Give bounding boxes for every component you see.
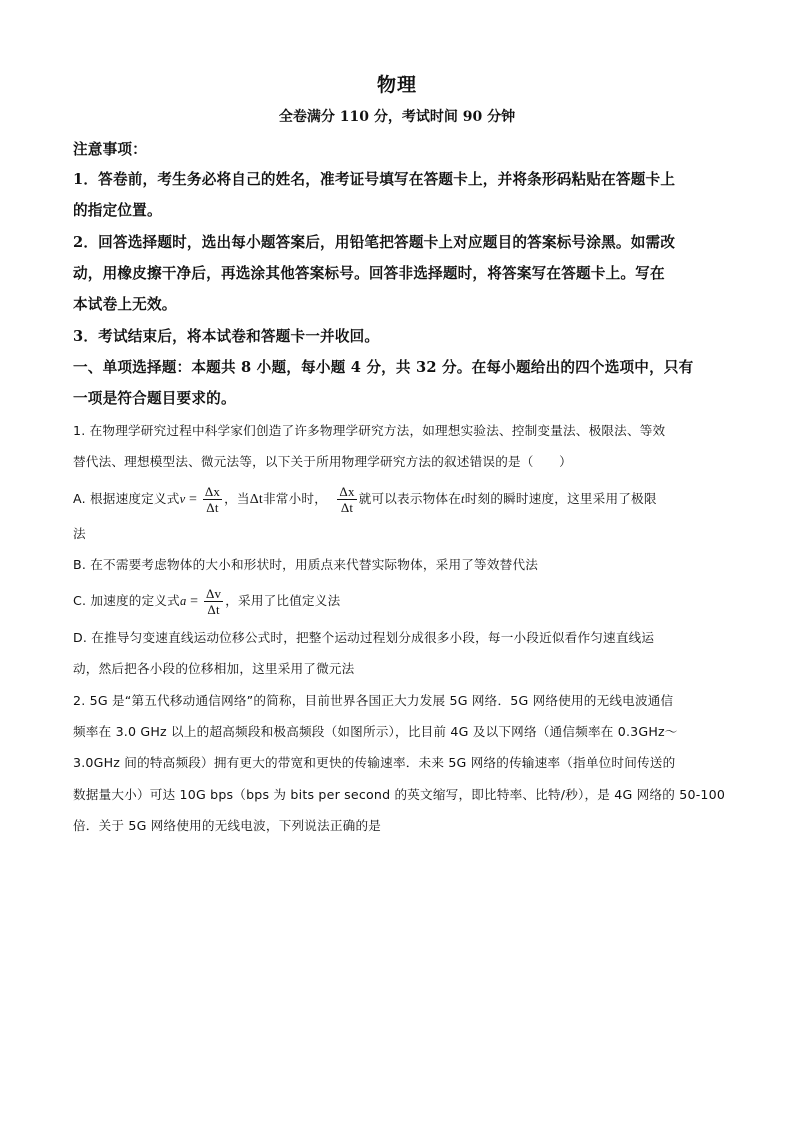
acceleration-symbol: a bbox=[179, 594, 187, 608]
question-2-line-3: 3.0GHz 间的特高频段）拥有更大的带宽和更快的传输速率．未来 5G 网络的传输速率（指单位时间传送的 bbox=[73, 755, 676, 770]
notice-item-1-line-2: 的指定位置。 bbox=[73, 202, 162, 219]
fraction-denominator: Δt bbox=[207, 602, 220, 617]
question-1-option-d-line-1: D. 在推导匀变速直线运动位移公式时，把整个运动过程划分成很多小段，每一小段近似看作匀速直线运 bbox=[73, 630, 655, 645]
option-a-text-1: A. 根据速度定义式 bbox=[73, 491, 180, 506]
question-2-line-4: 数据量大小）可达 10G bps（bps 为 bits per second 的英文缩写，即比特率、比特/秒），是 4G 网络的 50-100 bbox=[73, 787, 726, 802]
delta-t-symbol: Δt bbox=[249, 492, 264, 507]
question-1-option-a-line-2: 法 bbox=[73, 526, 86, 541]
question-1-option-c bbox=[73, 583, 340, 620]
equals-sign: = bbox=[185, 492, 201, 507]
notice-item-2-line-3: 本试卷上无效。 bbox=[73, 296, 177, 313]
fraction-denominator: Δt bbox=[340, 500, 354, 515]
notice-heading: 注意事项： bbox=[73, 141, 147, 158]
question-1-stem-line-1: 1. 在物理学研究过程中科学家们创造了许多物理学研究方法，如理想实验法、控制变量法、极限法、等效 bbox=[73, 423, 666, 438]
page-title: 物理 bbox=[376, 74, 417, 96]
question-2-line-1: 2. 5G 是“第五代移动通信网络”的简称，目前世界各国正大力发展 5G 网络．5G 网络使用的无线电波通信 bbox=[73, 693, 674, 708]
equals-sign: = bbox=[186, 594, 202, 609]
question-2-line-2: 频率在 3.0 GHz 以上的超高频段和极高频段（如图所示），比目前 4G 及以下网络（通信频率在 0.3GHz～ bbox=[73, 724, 678, 739]
question-1-option-d-line-2: 动，然后把各小段的位移相加，这里采用了微元法 bbox=[73, 661, 355, 676]
delta-v-over-delta-t-fraction bbox=[204, 586, 223, 617]
section-1-heading-line-1: 一、单项选择题：本题共 8 小题，每小题 4 分，共 32 分。在每小题给出的四个选项中，只有 bbox=[73, 359, 694, 376]
delta-x-over-delta-t-fraction-2 bbox=[337, 484, 356, 515]
fraction-numerator: Δx bbox=[204, 484, 221, 499]
option-a-text-3: 非常小时， bbox=[263, 491, 327, 506]
delta-x-over-delta-t-fraction bbox=[203, 484, 222, 515]
notice-item-3: 3．考试结束后，将本试卷和答题卡一并收回。 bbox=[73, 328, 380, 345]
question-1-option-b: B. 在不需要考虑物体的大小和形状时，用质点来代替实际物体，采用了等效替代法 bbox=[73, 557, 539, 572]
option-a-text-2: ，当 bbox=[224, 491, 250, 506]
question-1-option-a-line-1 bbox=[73, 481, 657, 518]
notice-item-1-line-1: 1．答卷前，考生务必将自己的姓名，准考证号填写在答题卡上，并将条形码粘贴在答题卡上 bbox=[73, 171, 676, 188]
section-1-heading-line-2: 一项是符合题目要求的。 bbox=[73, 390, 236, 407]
notice-item-2-line-2: 动，用橡皮擦干净后，再选涂其他答案标号。回答非选择题时，将答案写在答题卡上。写在 bbox=[73, 265, 665, 282]
time-symbol: t bbox=[461, 492, 465, 506]
fraction-denominator: Δt bbox=[206, 500, 219, 515]
exam-subtitle: 全卷满分 110 分，考试时间 90 分钟 bbox=[278, 109, 516, 125]
velocity-symbol: v bbox=[179, 492, 186, 506]
option-c-text-1: C. 加速度的定义式 bbox=[73, 593, 180, 608]
option-a-text-4: 就可以表示物体在 bbox=[358, 491, 462, 506]
fraction-numerator: Δx bbox=[339, 484, 355, 499]
fraction-numerator: Δv bbox=[205, 586, 222, 601]
question-1-stem-line-2: 替代法、理想模型法、微元法等，以下关于所用物理学研究方法的叙述错误的是（ ） bbox=[73, 454, 572, 469]
option-c-text-2: ，采用了比值定义法 bbox=[225, 593, 341, 608]
question-2-line-5: 倍．关于 5G 网络使用的无线电波，下列说法正确的是 bbox=[73, 818, 382, 833]
notice-item-2-line-1: 2．回答选择题时，选出每小题答案后，用铅笔把答题卡上对应题目的答案标号涂黑。如需改 bbox=[73, 234, 676, 251]
option-a-text-5: 时刻的瞬时速度，这里采用了极限 bbox=[464, 491, 657, 506]
